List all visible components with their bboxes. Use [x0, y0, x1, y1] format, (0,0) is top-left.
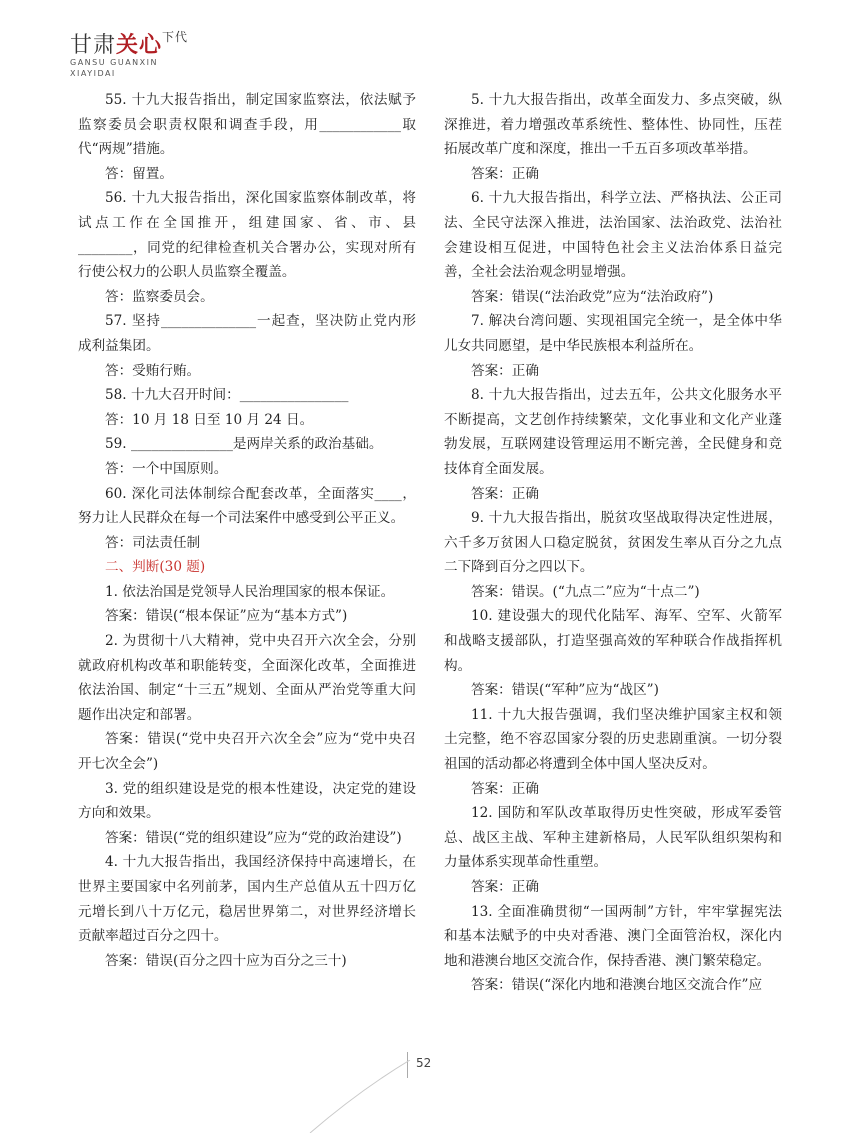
page-number: 52 [416, 1056, 432, 1070]
paragraph: 13. 全面准确贯彻“一国两制”方针，牢牢掌握宪法和基本法赋予的中央对香港、澳门全面管治权，深化内地和港澳台地区交流合作，保持香港、澳门繁荣稳定。 [444, 903, 782, 969]
paragraph: 答案：错误(“根本保证”应为“基本方式”) [105, 608, 348, 625]
paragraph: 答：一个中国原则。 [105, 460, 228, 477]
magazine-logo [70, 28, 240, 84]
paragraph: 12. 国防和军队改革取得历史性突破，形成军委管总、战区主战、军种主建新格局，人民军队组织架构和力量体系实现革命性重塑。 [444, 805, 782, 871]
paragraph: 55. 十九大报告指出，制定国家监察法，依法赋予监察委员会职责权限和调查手段，用____________取代“两规”措施。 [78, 92, 416, 158]
paragraph: 答案：错误(“军种”应为“战区”) [471, 682, 659, 699]
paragraph: 2. 为贯彻十八大精神，党中央召开六次全会，分别就政府机构改革和职能转变，全面深化改革，全面推进依法治国、制定“十三五”规划、全面从严治党等重大问题作出决定和部署。 [78, 633, 416, 723]
paragraph: 4. 十九大报告指出，我国经济保持中高速增长，在世界主要国家中名列前茅，国内生产总值从五十四万亿元增长到八十万亿元，稳居世界第二，对世界经济增长贡献率超过百分之四十。 [78, 854, 416, 945]
paragraph: 3. 党的组织建设是党的根本性建设，决定党的建设方向和效果。 [78, 780, 416, 822]
paragraph: 答案：错误(“法治政党”应为“法治政府”) [471, 288, 714, 305]
paragraph: 答案：正确 [471, 780, 539, 797]
paragraph: 答：留置。 [105, 165, 173, 182]
paragraph: 8. 十九大报告指出，过去五年，公共文化服务水平不断提高，文艺创作持续繁荣，文化事业和文化产业蓬勃发展，互联网建设管理运用不断完善，全民健身和竞技体育全面发展。 [444, 387, 782, 477]
paragraph: 58. 十九大召开时间：________________ [105, 387, 349, 404]
paragraph: 11. 十九大报告强调，我们坚决维护国家主权和领土完整，绝不容忍国家分裂的历史悲剧重演。一切分裂祖国的活动都必将遭到全体中国人坚决反对。 [444, 706, 782, 773]
paragraph: 答案：正确 [471, 879, 539, 895]
paragraph: 答：司法责任制 [105, 534, 201, 551]
logo-small-1: 下 [162, 30, 176, 44]
paragraph: 答案：错误(百分之四十应为百分之三十) [105, 952, 347, 969]
paragraph: 60. 深化司法体制综合配套改革，全面落实____，努力让人民群众在每一个司法案件中感受到公平正义。 [78, 485, 416, 527]
paragraph: 答案：错误(“党中央召开六次全会”应为“党中央召开七次全会”) [78, 731, 416, 773]
logo-mark [70, 28, 188, 59]
paragraph: 10. 建设强大的现代化陆军、海军、空军、火箭军和战略支援部队，打造坚强高效的军种联合作战指挥机构。 [444, 608, 782, 674]
paragraph: 答：监察委员会。 [105, 288, 214, 305]
logo-lead-text: 甘肃 [70, 33, 117, 58]
decorative-curve [300, 1060, 420, 1133]
paragraph: 答案：正确 [471, 362, 539, 379]
paragraph: 5. 十九大报告指出，改革全面发力、多点突破，纵深推进，着力增强改革系统性、整体性、协同性，压茬拓展改革广度和深度，推出一千五百多项改革举措。 [444, 92, 782, 158]
paragraph: 59. _______________是两岸关系的政治基础。 [105, 436, 383, 453]
right-column [444, 88, 782, 998]
paragraph: 6. 十九大报告指出，科学立法、严格执法、公正司法、全民守法深入推进，法治国家、法治政党、法治社会建设相互促进，中国特色社会主义法治体系日益完善，全社会法治观念明显增强。 [444, 190, 782, 281]
left-column [78, 88, 416, 973]
paragraph: 答案：正确 [471, 485, 539, 502]
logo-subtitle-1: GANSU GUANXIN [70, 58, 158, 67]
paragraph: 7. 解决台湾问题、实现祖国完全统一，是全体中华儿女共同愿望，是中华民族根本利益所在。 [444, 313, 782, 354]
paragraph: 答：10 月 18 日至 10 月 24 日。 [105, 411, 314, 428]
logo-main-text: 关心 [116, 32, 163, 58]
paragraph: 57. 坚持______________一起查，坚决防止党内形成利益集团。 [78, 313, 416, 354]
paragraph: 9. 十九大报告指出，脱贫攻坚战取得决定性进展，六千多万贫困人口稳定脱贫，贫困发生率从百分之九点二下降到百分之四以下。 [444, 510, 782, 576]
paragraph: 答：受贿行贿。 [105, 362, 201, 379]
paragraph: 答案：错误。(“九点二”应为“十点二”) [471, 583, 700, 600]
paragraph: 答案：正确 [471, 165, 539, 182]
section-heading: 二、判断(30 题) [105, 559, 206, 576]
logo-subtitle-2: XIAYIDAI [70, 69, 116, 78]
paragraph: 答案：错误(“党的组织建设”应为“党的政治建设”) [105, 829, 402, 846]
paragraph: 答案：错误(“深化内地和港澳台地区交流合作”应 [471, 977, 763, 994]
paragraph: 56. 十九大报告指出，深化国家监察体制改革，将试点工作在全国推开，组建国家、省、市、县________，同党的纪律检查机关合署办公，实现对所有行使公权力的公职人员监察全覆盖。 [78, 190, 416, 281]
paragraph: 1. 依法治国是党领导人民治理国家的根本保证。 [105, 583, 395, 600]
logo-small-2: 代 [175, 30, 189, 44]
